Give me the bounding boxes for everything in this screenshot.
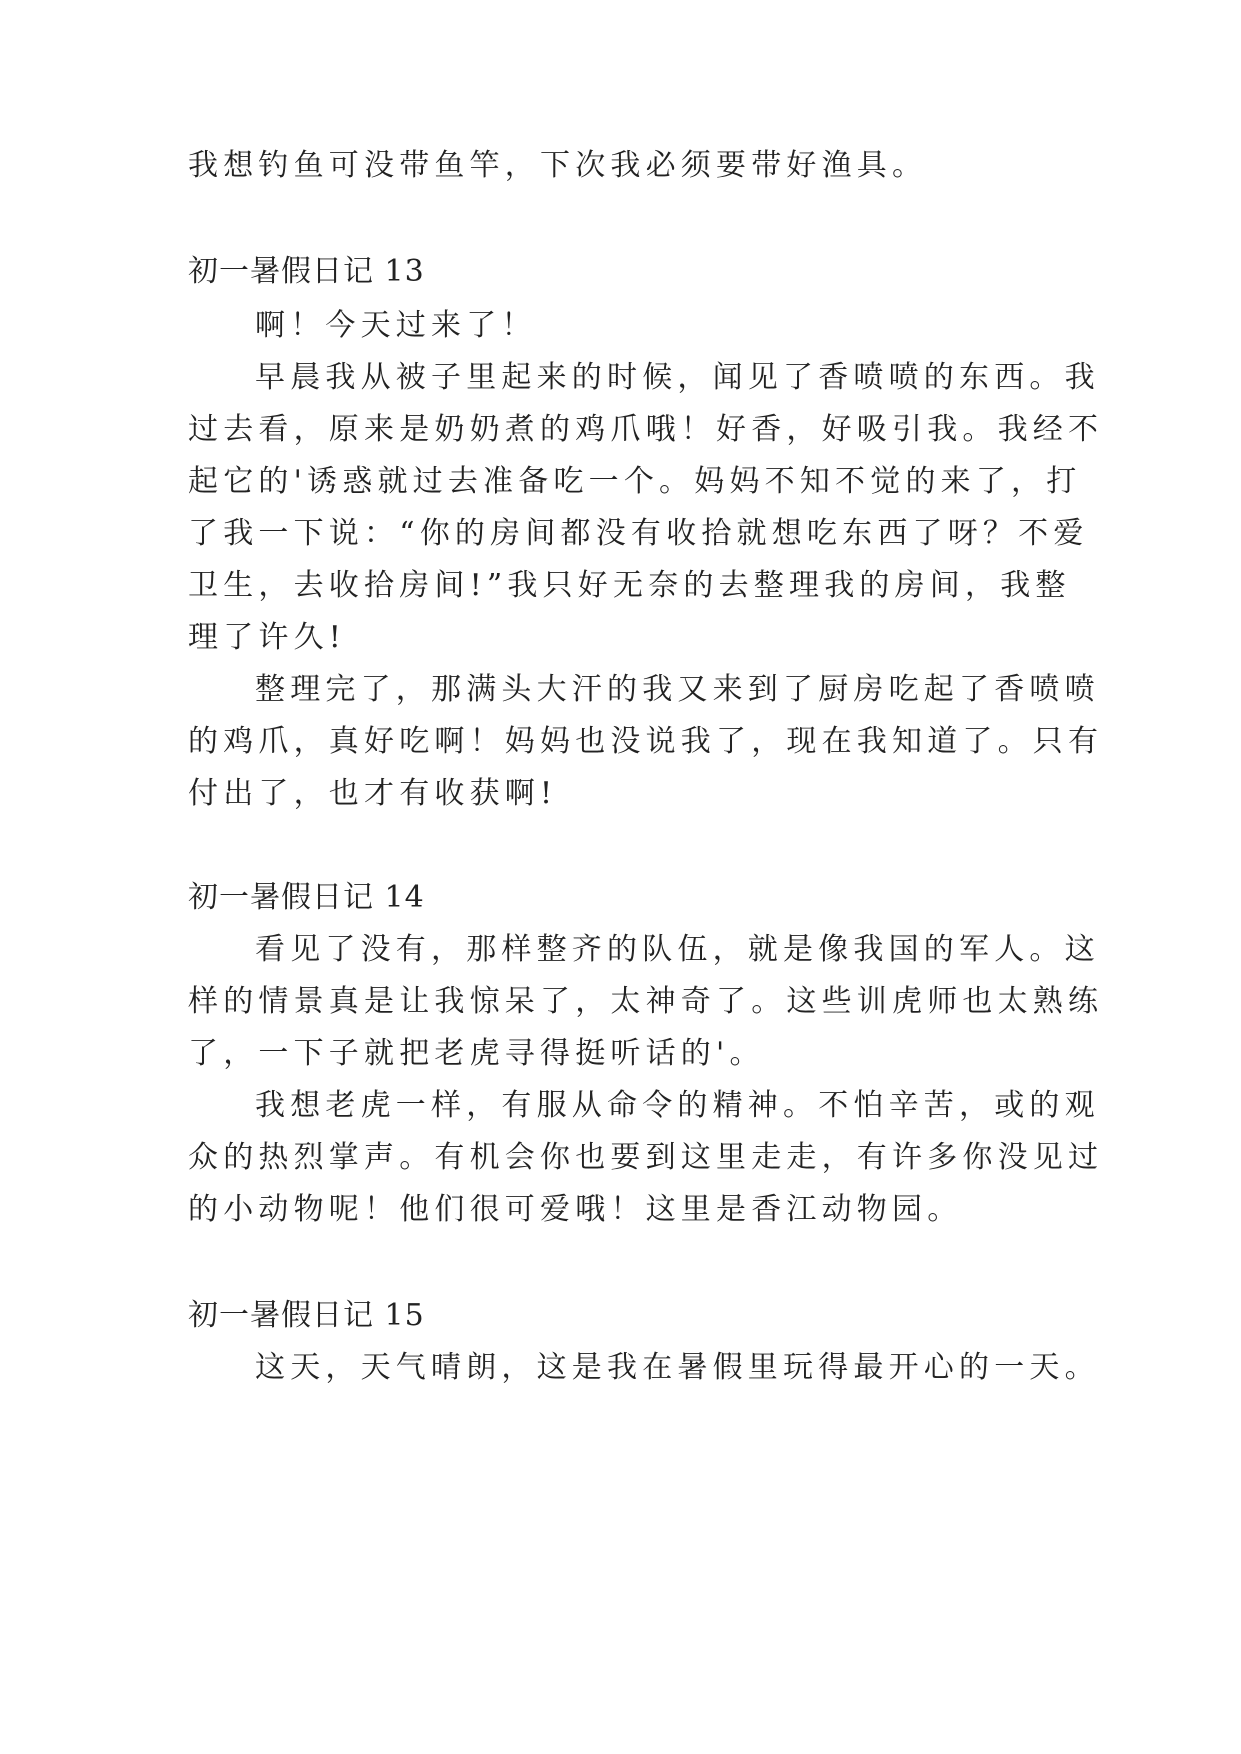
paragraph-line: 理了许久! bbox=[188, 620, 347, 655]
paragraph-line: 众的热烈掌声。有机会你也要到这里走走，有许多你没见过 bbox=[188, 1140, 1104, 1175]
paragraph-line: 我想钓鱼可没带鱼竿，下次我必须要带好渔具。 bbox=[188, 148, 928, 183]
paragraph-line: 卫生，去收拾房间!”我只好无奈的去整理我的房间，我整 bbox=[188, 568, 1071, 603]
paragraph-line: 啊！今天过来了！ bbox=[255, 308, 537, 343]
paragraph-line: 这天，天气晴朗，这是我在暑假里玩得最开心的一天。 bbox=[255, 1350, 1100, 1385]
paragraph-line: 过去看，原来是奶奶煮的鸡爪哦！好香，好吸引我。我经不 bbox=[188, 412, 1104, 447]
diary-heading-13: 初一暑假日记 13 bbox=[188, 254, 425, 289]
paragraph-line: 样的情景真是让我惊呆了，太神奇了。这些训虎师也太熟练 bbox=[188, 984, 1104, 1019]
paragraph-line: 了我一下说：“你的房间都没有收拾就想吃东西了呀？不爱 bbox=[188, 516, 1089, 551]
diary-heading-14: 初一暑假日记 14 bbox=[188, 880, 425, 915]
paragraph-line: 看见了没有，那样整齐的队伍，就是像我国的军人。这 bbox=[255, 932, 1100, 967]
paragraph-line: 整理完了，那满头大汗的我又来到了厨房吃起了香喷喷 bbox=[255, 672, 1100, 707]
paragraph-line: 了，一下子就把老虎寻得挺听话的'。 bbox=[188, 1036, 765, 1071]
paragraph-line: 起它的'诱惑就过去准备吃一个。妈妈不知不觉的来了，打 bbox=[188, 464, 1082, 499]
paragraph-line: 的小动物呢！他们很可爱哦！这里是香江动物园。 bbox=[188, 1192, 963, 1227]
paragraph-line: 我想老虎一样，有服从命令的精神。不怕辛苦，或的观 bbox=[255, 1088, 1100, 1123]
paragraph-line: 早晨我从被子里起来的时候，闻见了香喷喷的东西。我 bbox=[255, 360, 1100, 395]
diary-heading-15: 初一暑假日记 15 bbox=[188, 1298, 425, 1333]
paragraph-line: 的鸡爪，真好吃啊！妈妈也没说我了，现在我知道了。只有 bbox=[188, 724, 1104, 759]
paragraph-line: 付出了，也才有收获啊! bbox=[188, 776, 558, 811]
